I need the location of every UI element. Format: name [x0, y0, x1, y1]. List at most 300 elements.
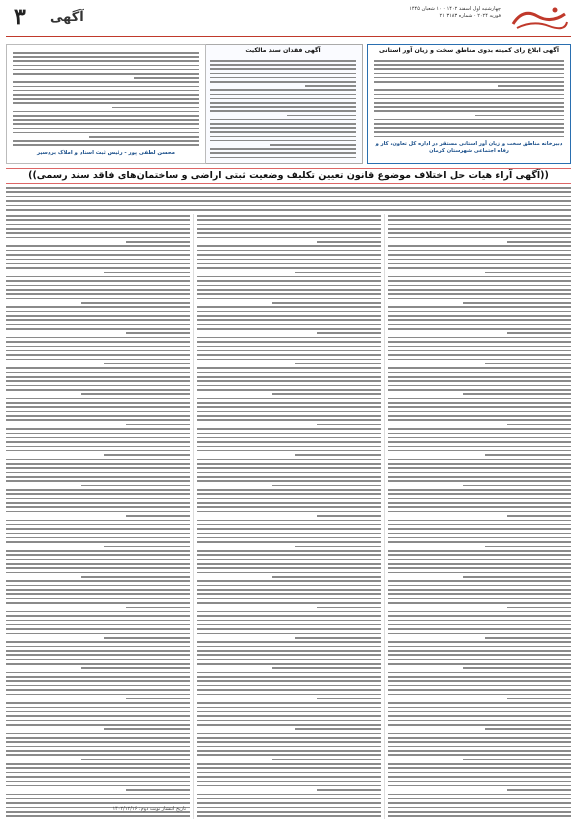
notice-body	[210, 59, 356, 159]
text-line	[374, 136, 564, 138]
text-line	[388, 341, 571, 343]
text-line	[6, 232, 190, 234]
text-line	[6, 754, 190, 756]
text-line	[13, 86, 199, 88]
text-line	[6, 437, 190, 439]
text-line	[13, 94, 199, 96]
text-line	[197, 337, 381, 339]
text-line	[388, 663, 571, 665]
text-line	[388, 289, 571, 291]
text-line	[388, 528, 571, 530]
text-line	[388, 702, 571, 704]
text-line	[197, 293, 381, 295]
text-line	[388, 359, 571, 361]
text-line	[388, 259, 571, 261]
text-line	[197, 237, 381, 239]
text-line	[197, 724, 381, 726]
text-line	[388, 354, 571, 356]
text-line	[197, 646, 381, 648]
text-line	[388, 415, 571, 417]
text-line	[197, 480, 381, 482]
text-line	[388, 620, 571, 622]
text-line	[197, 754, 381, 756]
text-line	[388, 520, 571, 522]
text-line	[197, 389, 381, 391]
text-line	[388, 672, 571, 674]
text-line	[388, 459, 571, 461]
text-line	[197, 493, 381, 495]
text-line	[197, 433, 381, 435]
text-line	[197, 659, 381, 661]
text-line	[6, 720, 190, 722]
text-line	[197, 598, 381, 600]
text-line	[6, 794, 190, 796]
text-line	[6, 715, 190, 717]
notice-signature: دبیرخانه مناطق سخت و زیان آور استانی مستقر در اداره کل تعاون، کار و رفاه اجتماعی شهرستان کرمان	[375, 141, 563, 154]
text-line	[210, 131, 356, 133]
text-line	[6, 537, 190, 539]
text-line	[6, 624, 190, 626]
text-line	[6, 502, 190, 504]
text-line	[6, 489, 190, 491]
text-line	[6, 289, 190, 291]
text-line	[197, 550, 381, 552]
text-line	[388, 689, 571, 691]
text-line	[6, 372, 190, 374]
text-line	[126, 698, 190, 700]
text-line	[13, 115, 199, 117]
text-line	[6, 785, 190, 787]
publication-date: تاریخ انتشار نوبت دوم: ۱۴۰۲/۱۲/۱۶	[112, 806, 186, 812]
text-line	[81, 393, 190, 395]
announcement-column-middle	[197, 214, 381, 819]
text-line	[374, 73, 564, 75]
text-line	[388, 524, 571, 526]
text-line	[388, 659, 571, 661]
text-line	[6, 285, 190, 287]
text-line	[388, 337, 571, 339]
text-line	[388, 293, 571, 295]
text-line	[197, 224, 381, 226]
text-line	[388, 228, 571, 230]
text-line	[197, 489, 381, 491]
text-line	[388, 572, 571, 574]
text-line	[6, 776, 190, 778]
text-line	[388, 298, 571, 300]
text-line	[6, 259, 190, 261]
text-line	[6, 459, 190, 461]
text-line	[197, 589, 381, 591]
text-line	[197, 315, 381, 317]
text-line	[507, 424, 571, 426]
text-line	[13, 123, 199, 125]
text-line	[6, 593, 190, 595]
text-line	[507, 241, 571, 243]
text-line	[197, 411, 381, 413]
text-line	[197, 785, 381, 787]
text-line	[6, 798, 190, 800]
text-line	[388, 250, 571, 252]
text-line	[388, 741, 571, 743]
text-line	[463, 759, 571, 761]
text-line	[197, 341, 381, 343]
text-line	[6, 567, 190, 569]
text-line	[13, 65, 199, 67]
text-line	[388, 750, 571, 752]
text-line	[197, 585, 381, 587]
text-line	[197, 563, 381, 565]
text-line	[126, 515, 190, 517]
text-line	[388, 245, 571, 247]
text-line	[6, 550, 190, 552]
text-line	[6, 589, 190, 591]
text-line	[6, 224, 190, 226]
text-line	[6, 319, 190, 321]
text-line	[197, 419, 381, 421]
text-line	[6, 433, 190, 435]
text-line	[388, 398, 571, 400]
text-line	[485, 272, 571, 274]
text-line	[126, 607, 190, 609]
text-line	[388, 263, 571, 265]
text-line	[6, 602, 190, 604]
text-line	[197, 541, 381, 543]
text-line	[197, 506, 381, 508]
text-line	[197, 733, 381, 735]
text-line	[6, 767, 190, 769]
column-divider	[193, 214, 194, 819]
text-line	[197, 267, 381, 269]
header-divider	[6, 36, 571, 37]
text-line	[210, 102, 356, 104]
text-line	[305, 85, 356, 87]
text-line	[6, 419, 190, 421]
text-line	[197, 746, 381, 748]
text-line	[498, 85, 565, 87]
text-line	[197, 450, 381, 452]
text-line	[126, 241, 190, 243]
text-line	[6, 324, 190, 326]
text-line	[388, 567, 571, 569]
text-line	[388, 641, 571, 643]
text-line	[197, 372, 381, 374]
text-line	[317, 332, 381, 334]
text-line	[13, 98, 199, 100]
text-line	[485, 546, 571, 548]
text-line	[485, 637, 571, 639]
text-line	[388, 376, 571, 378]
text-line	[6, 815, 190, 817]
text-line	[6, 196, 571, 198]
text-line	[6, 628, 190, 630]
text-line	[388, 767, 571, 769]
text-line	[6, 215, 190, 217]
text-line	[6, 467, 190, 469]
text-line	[197, 537, 381, 539]
text-line	[6, 746, 190, 748]
text-line	[6, 733, 190, 735]
text-line	[374, 127, 564, 129]
text-line	[374, 60, 564, 62]
page-number: ۳	[14, 4, 26, 30]
text-line	[6, 280, 190, 282]
text-line	[197, 776, 381, 778]
text-line	[6, 254, 190, 256]
text-line	[388, 715, 571, 717]
text-line	[272, 393, 381, 395]
text-line	[6, 441, 190, 443]
text-line	[81, 302, 190, 304]
text-line	[388, 472, 571, 474]
text-line	[6, 541, 190, 543]
text-line	[13, 111, 199, 113]
text-line	[197, 654, 381, 656]
text-line	[6, 245, 190, 247]
text-line	[13, 60, 199, 62]
text-line	[388, 450, 571, 452]
text-line	[6, 646, 190, 648]
text-line	[197, 467, 381, 469]
text-line	[388, 506, 571, 508]
text-line	[6, 298, 190, 300]
announcement-column-right	[388, 214, 571, 819]
dateline	[409, 6, 501, 20]
text-line	[6, 598, 190, 600]
text-line	[463, 302, 571, 304]
text-line	[6, 463, 190, 465]
text-line	[295, 546, 381, 548]
text-line	[197, 554, 381, 556]
text-line	[197, 437, 381, 439]
text-line	[388, 585, 571, 587]
text-line	[388, 807, 571, 809]
text-line	[197, 772, 381, 774]
text-line	[388, 232, 571, 234]
text-line	[210, 94, 356, 96]
text-line	[197, 415, 381, 417]
text-line	[6, 707, 190, 709]
text-line	[197, 685, 381, 687]
column-divider	[384, 214, 385, 819]
text-line	[6, 680, 190, 682]
text-line	[81, 485, 190, 487]
text-line	[197, 707, 381, 709]
text-line	[388, 580, 571, 582]
text-line	[13, 140, 199, 142]
text-line	[388, 772, 571, 774]
text-line	[388, 402, 571, 404]
text-line	[388, 350, 571, 352]
text-line	[6, 672, 190, 674]
text-line	[6, 187, 571, 189]
text-line	[197, 250, 381, 252]
text-line	[81, 667, 190, 669]
text-line	[6, 615, 190, 617]
text-line	[374, 94, 564, 96]
text-line	[388, 254, 571, 256]
text-line	[6, 315, 190, 317]
text-line	[388, 763, 571, 765]
text-line	[81, 576, 190, 578]
text-line	[388, 707, 571, 709]
text-line	[13, 73, 199, 75]
text-line	[197, 811, 381, 813]
notice-title: آگهی فقدان سند مالکیت	[245, 47, 321, 54]
text-line	[6, 476, 190, 478]
text-line	[507, 607, 571, 609]
text-line	[6, 380, 190, 382]
text-line	[197, 602, 381, 604]
text-line	[197, 624, 381, 626]
text-line	[388, 267, 571, 269]
text-line	[197, 672, 381, 674]
text-line	[463, 667, 571, 669]
text-line	[388, 311, 571, 313]
text-line	[197, 446, 381, 448]
text-line	[197, 737, 381, 739]
text-line	[6, 524, 190, 526]
notice-title: آگهی ابلاغ رای کمیته بدوی مناطق سخت و زیان آور استانی	[379, 47, 559, 54]
text-line	[6, 685, 190, 687]
text-line	[388, 776, 571, 778]
text-line	[388, 502, 571, 504]
text-line	[197, 741, 381, 743]
text-line	[13, 132, 199, 134]
text-line	[197, 380, 381, 382]
text-line	[388, 615, 571, 617]
notice-hazardous-jobs	[367, 44, 571, 164]
text-line	[210, 140, 356, 142]
text-line	[388, 720, 571, 722]
text-line	[13, 81, 199, 83]
text-line	[6, 572, 190, 574]
text-line	[6, 533, 190, 535]
text-line	[13, 144, 199, 146]
text-line	[197, 628, 381, 630]
text-line	[197, 289, 381, 291]
text-line	[388, 467, 571, 469]
text-line	[388, 511, 571, 513]
text-line	[374, 102, 564, 104]
text-line	[388, 476, 571, 478]
text-line	[197, 398, 381, 400]
text-line	[388, 598, 571, 600]
text-line	[485, 454, 571, 456]
text-line	[6, 276, 190, 278]
text-line	[6, 620, 190, 622]
text-line	[126, 789, 190, 791]
text-line	[388, 315, 571, 317]
text-line	[6, 694, 190, 696]
text-line	[197, 763, 381, 765]
text-line	[197, 815, 381, 817]
text-line	[388, 328, 571, 330]
text-line	[6, 450, 190, 452]
text-line	[210, 127, 356, 129]
text-line	[13, 102, 199, 104]
text-line	[6, 480, 190, 482]
text-line	[197, 385, 381, 387]
text-line	[388, 554, 571, 556]
text-line	[388, 737, 571, 739]
text-line	[388, 798, 571, 800]
text-line	[6, 654, 190, 656]
text-line	[388, 446, 571, 448]
text-line	[6, 711, 190, 713]
text-line	[388, 633, 571, 635]
text-line	[197, 720, 381, 722]
text-line	[6, 580, 190, 582]
text-line	[388, 215, 571, 217]
text-line	[388, 724, 571, 726]
text-line	[463, 393, 571, 395]
text-line	[197, 559, 381, 561]
text-line	[6, 663, 190, 665]
text-line	[388, 802, 571, 804]
text-line	[210, 60, 356, 62]
text-line	[6, 641, 190, 643]
text-line	[197, 689, 381, 691]
page-header-left	[6, 4, 206, 34]
text-line	[126, 332, 190, 334]
text-line	[388, 685, 571, 687]
text-line	[197, 641, 381, 643]
text-line	[13, 90, 199, 92]
text-line	[197, 794, 381, 796]
page-header-right	[339, 4, 569, 36]
text-line	[197, 798, 381, 800]
text-line	[270, 144, 356, 146]
text-line	[104, 363, 190, 365]
text-line	[6, 528, 190, 530]
text-line	[197, 228, 381, 230]
text-line	[6, 346, 190, 348]
text-line	[6, 506, 190, 508]
text-line	[388, 219, 571, 221]
text-line	[197, 650, 381, 652]
text-line	[197, 711, 381, 713]
text-line	[197, 520, 381, 522]
text-line	[197, 324, 381, 326]
text-line	[210, 106, 356, 108]
text-line	[374, 81, 564, 83]
notice-body	[13, 51, 199, 147]
text-line	[295, 454, 381, 456]
text-line	[6, 415, 190, 417]
text-line	[6, 267, 190, 269]
text-line	[197, 633, 381, 635]
text-line	[6, 406, 190, 408]
text-line	[388, 646, 571, 648]
text-line	[104, 272, 190, 274]
text-line	[197, 376, 381, 378]
text-line	[197, 219, 381, 221]
text-line	[6, 200, 571, 202]
text-line	[197, 259, 381, 261]
text-line	[104, 454, 190, 456]
text-line	[197, 476, 381, 478]
text-line	[197, 328, 381, 330]
text-line	[197, 354, 381, 356]
text-line	[197, 694, 381, 696]
text-line	[374, 131, 564, 133]
text-line	[463, 485, 571, 487]
text-line	[6, 724, 190, 726]
text-line	[6, 633, 190, 635]
text-line	[104, 546, 190, 548]
text-line	[6, 306, 190, 308]
main-announcement-title: ((آگهی آراء هیات حل اختلاف موضوع قانون تعیین تکلیف وضعیت ثبتی اراضی و ساختمان‌های فاقد سند رسمی))	[28, 170, 549, 181]
